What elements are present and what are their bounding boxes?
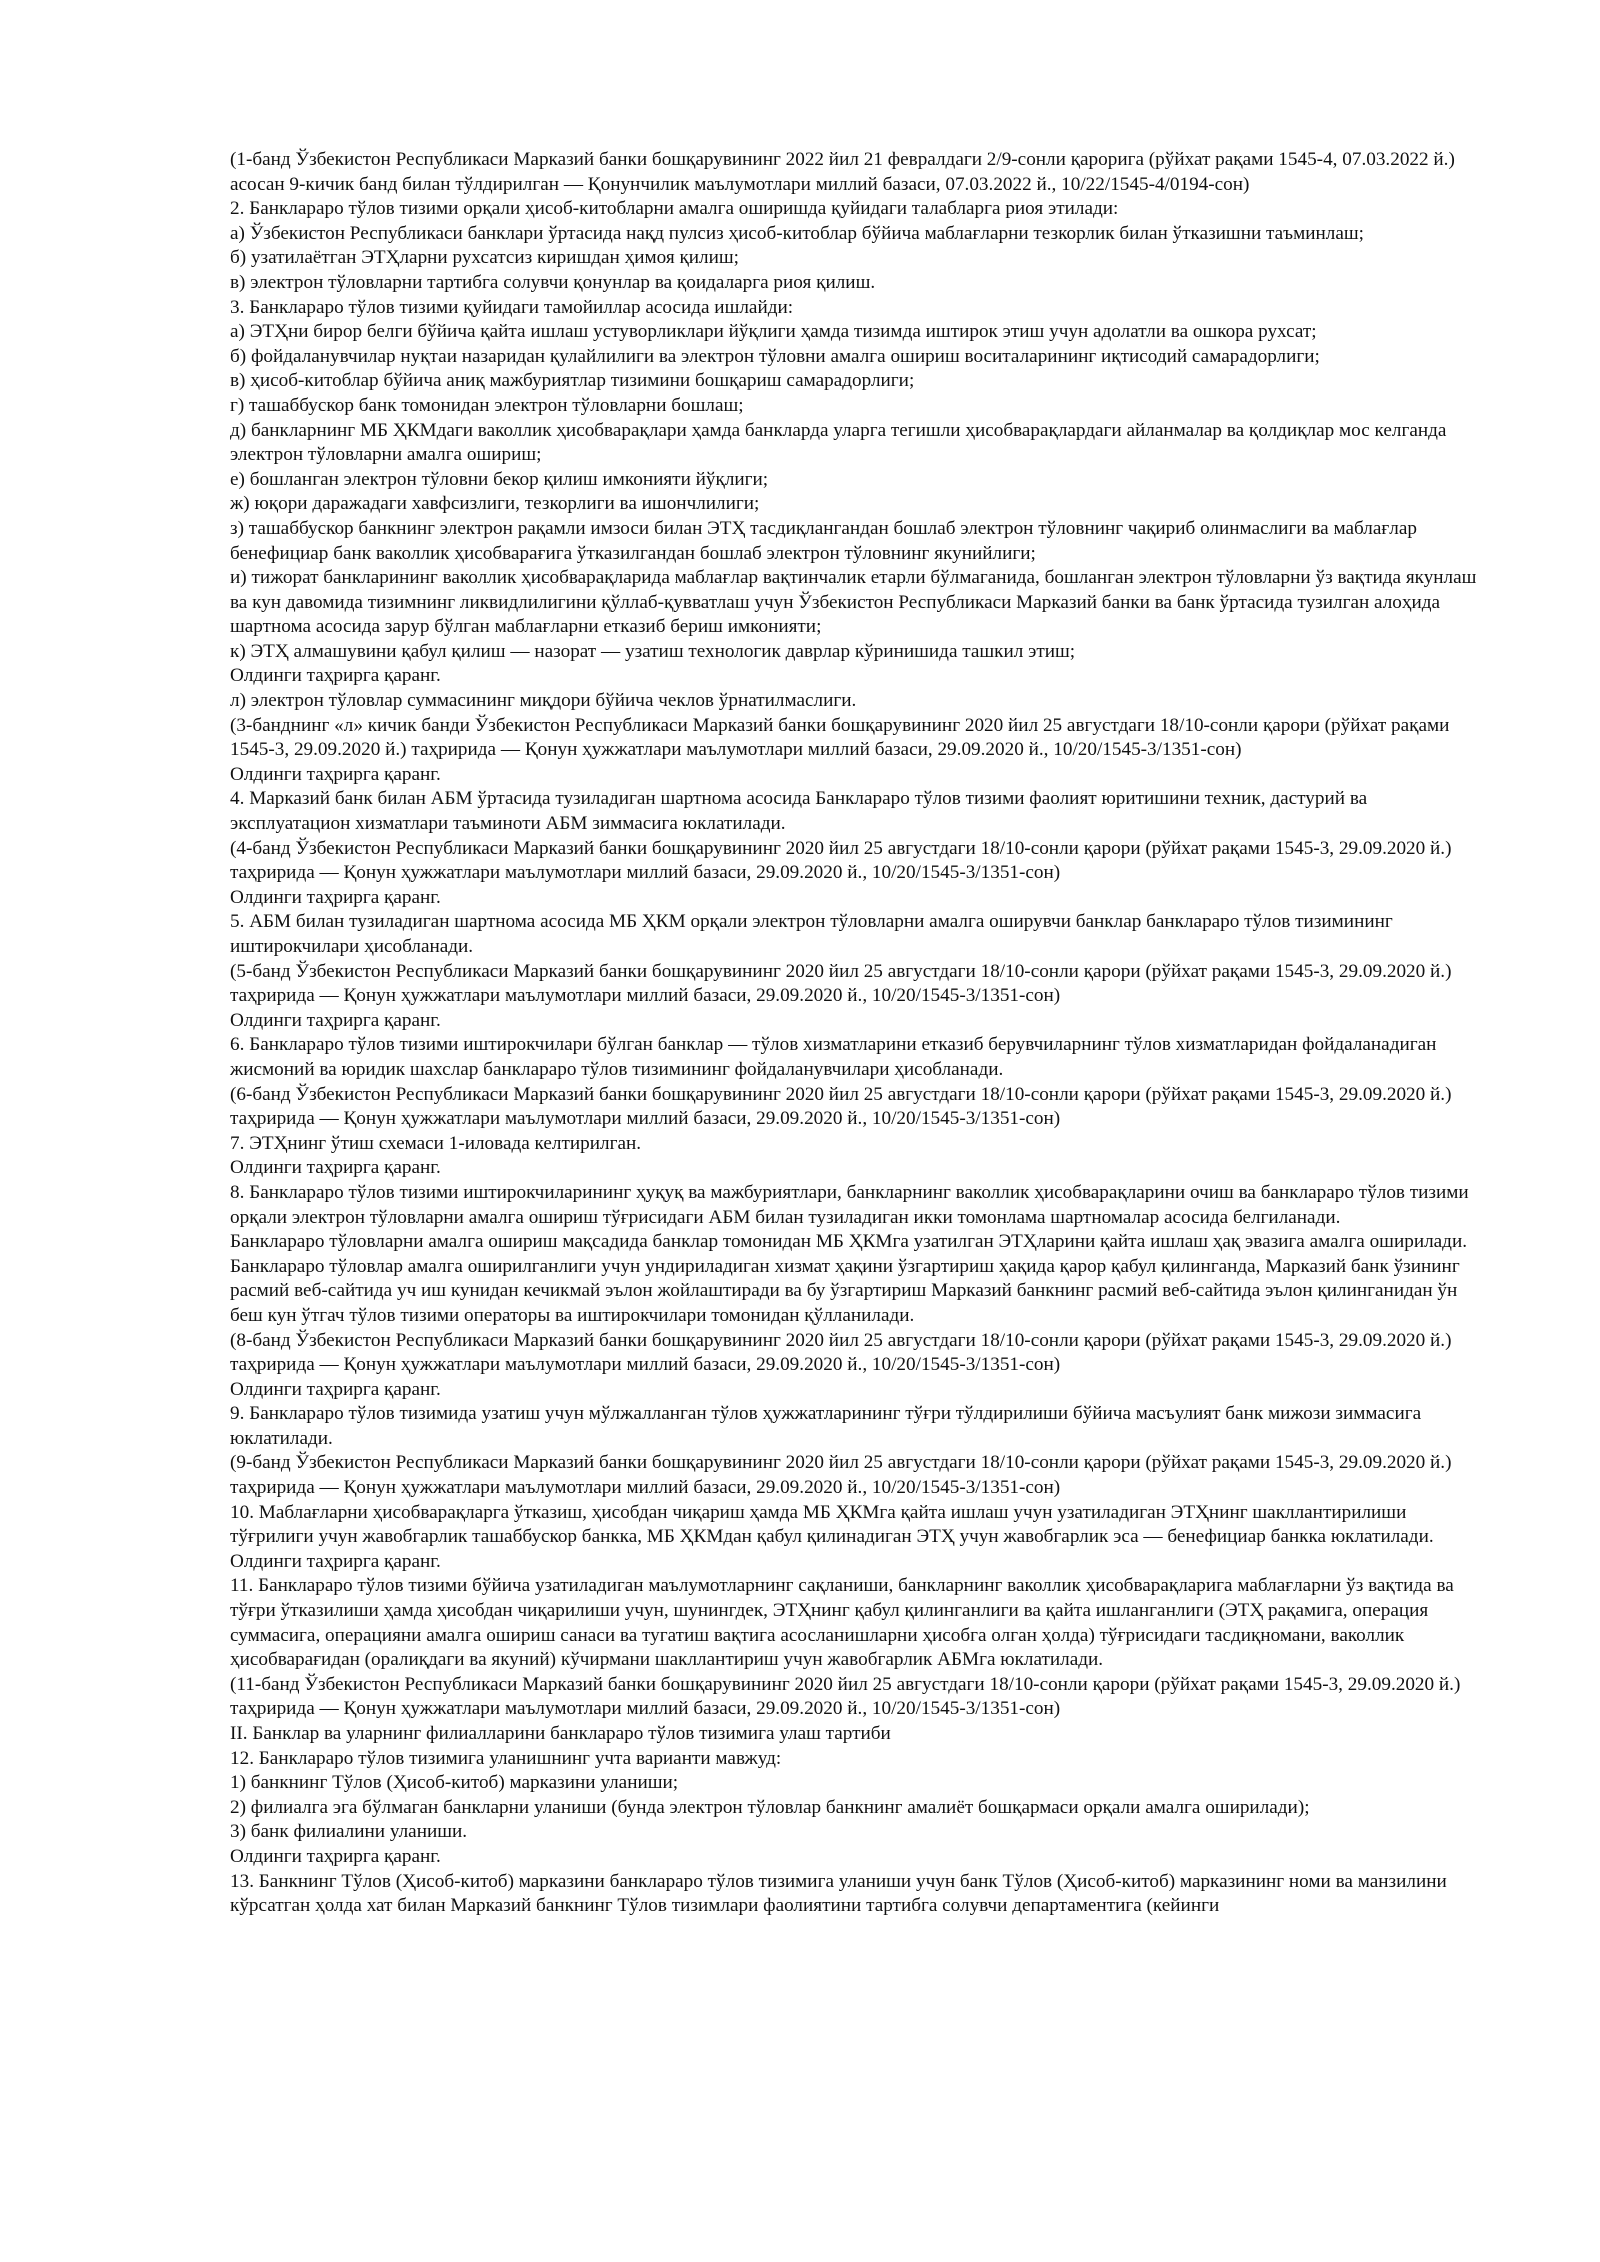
previous-edition-link[interactable]: Олдинги таҳрирга қаранг. (230, 886, 441, 908)
paragraph: з) ташаббускор банкнинг электрон рақамли имзоси билан ЭТҲ тасдиқлангандан бошлаб электрон тўловнинг чақириб олинмаслиги ва маблағлар бенефициар банк ваколлик ҳисобварағига ўтказилгандан бошлаб электрон тўловнинг якунийлиги; (230, 517, 1417, 564)
paragraph: д) банкларнинг МБ ҲКМдаги ваколлик ҳисобварақлари ҳамда банкларда уларга тегишли ҳисобварақлардаги айланмалар ва қолдиқлар мос келганда электрон тўловларни амалга ошириш; (230, 419, 1447, 466)
paragraph: 13. Банкнинг Тўлов (Ҳисоб-китоб) марказини банклараро тўлов тизимига уланиши учун банк Тўлов (Ҳисоб-китоб) марказининг номи ва манзилини кўрсатган ҳолда хат билан Марказий банкнинг Тўлов тизимлари фаолиятини тартибга солувчи департаментига (кейинги (230, 1870, 1447, 1917)
paragraph: б) фойдаланувчилар нуқтаи назаридан қулайлилиги ва электрон тўловни амалга ошириш воситаларининг иқтисодий самарадорлиги; (230, 345, 1320, 367)
paragraph: 4. Марказий банк билан АБМ ўртасида тузиладиган шартнома асосида Банклараро тўлов тизими фаолият юритишини техник, дастурий ва эксплуатацион хизматлари таъминоти АБМ зиммасига юклатилади. (230, 788, 1368, 835)
amendment-note: (4-банд Ўзбекистон Республикаси Марказий банки бошқарувининг 2020 йил 25 августдаги 18/10-сонли қарори (рўйхат рақами 1545-3, 29.09.2020 й.) таҳририда — Қонун ҳужжатлари маълумотлари миллий базаси, 29.09.2020 й., 10/20/1545-3/1351-сон) (230, 837, 1452, 884)
previous-edition-link[interactable]: Олдинги таҳрирга қаранг. (230, 1550, 441, 1572)
paragraph: 7. ЭТҲнинг ўтиш схемаси 1-иловада келтирилган. (230, 1132, 642, 1154)
paragraph: 5. АБМ билан тузиладиган шартнома асосида МБ ҲКМ орқали электрон тўловларни амалга оширувчи банклар банклараро тўлов тизимининг иштирокчилари ҳисобланади. (230, 911, 1393, 957)
paragraph: (1-банд Ўзбекистон Республикаси Марказий банки бошқарувининг 2022 йил 21 февралдаги 2/9-сонли қарорига (рўйхат рақами 1545-4, 07.03.2022 й.) асосан 9-кичик банд билан тўлдирилган — Қонунчилик маълумотлари миллий базаси, 07.03.2022 й., 10/22/1545-4/0194-сон) (230, 149, 1455, 195)
paragraph: 8. Банклараро тўлов тизими иштирокчиларининг ҳуқуқ ва мажбуриятлари, банкларнинг ваколлик ҳисобварақларини очиш ва банклараро тўлов тизими орқали электрон тўловларни амалга ошириш тўғрисидаги АБМ билан тузиладиган икки томонлама шартномалар асосида белгиланади. (230, 1181, 1469, 1228)
paragraph: в) ҳисоб-китоблар бўйича аниқ мажбуриятлар тизимини бошқариш самарадорлиги; (230, 370, 915, 392)
paragraph: л) электрон тўловлар суммасининг миқдори бўйича чеклов ўрнатилмаслиги. (230, 690, 857, 712)
paragraph: Банклараро тўловлар амалга оширилганлиги учун ундириладиган хизмат ҳақини ўзгартириш ҳақида қарор қабул қилинганда, Марказий банк ўзининг расмий веб-сайтида уч иш кунидан кечикмай эълон жойлаштиради ва бу ўзгартириш Марказий банкнинг расмий веб-сайтида эълон қилинганидан ўн беш кун ўтгач тўлов тизими операторы ва иштирокчилари томонидан қўлланилади. (230, 1255, 1460, 1326)
paragraph: 11. Банклараро тўлов тизими бўйича узатиладиган маълумотларнинг сақланиши, банкларнинг ваколлик ҳисобварақларига маблағларни ўз вақтида ва тўғри ўтказилиши ҳамда ҳисобдан чиқарилиши учун, шунингдек, ЭТҲнинг қабул қилинганлиги ва қайта ишланганлиги (ЭТҲ рақамига, операция суммасига, операцияни амалга ошириш санаси ва тугатиш вақтига асосланишларни ҳисобга олган ҳолда) тўғрисидаги тасдиқномани, ваколлик ҳисобварағидан (оралиқдаги ва якуний) кўчирмани шакллантириш учун жавобгарлик АБМга юклатилади. (230, 1575, 1454, 1671)
paragraph: е) бошланган электрон тўловни бекор қилиш имконияти йўқлиги; (230, 468, 769, 490)
document-body (230, 148, 1480, 1919)
amendment-note: (8-банд Ўзбекистон Республикаси Марказий банки бошқарувининг 2020 йил 25 августдаги 18/10-сонли қарори (рўйхат рақами 1545-3, 29.09.2020 й.) таҳририда — Қонун ҳужжатлари маълумотлари миллий базаси, 29.09.2020 й., 10/20/1545-3/1351-сон) (230, 1329, 1452, 1376)
paragraph: и) тижорат банкларининг ваколлик ҳисобварақларида маблағлар вақтинчалик етарли бўлмаганида, бошланган электрон тўловларни ўз вақтида якунлаш ва кун давомида тизимнинг ликвидлилигини қўллаб-қувватлаш учун Ўзбекистон Республикаси Марказий банки ва банк ўртасида тузилган алоҳида шартнома асосида зарур бўлган маблағларни етказиб бериш имконияти; (230, 567, 1477, 638)
paragraph: 10. Маблағларни ҳисобварақларга ўтказиш, ҳисобдан чиқариш ҳамда МБ ҲКМга қайта ишлаш учун узатиладиган ЭТҲнинг шакллантирилиши тўғрилиги учун жавобгарлик ташаббускор банкка, МБ ҲКМдан қабул қилинадиган ЭТҲ учун жавобгарлик эса — бенефициар банкка юклатилади. (230, 1501, 1434, 1548)
previous-edition-link[interactable]: Олдинги таҳрирга қаранг. (230, 665, 441, 687)
previous-edition-link[interactable]: Олдинги таҳрирга қаранг. (230, 1845, 441, 1867)
paragraph: г) ташаббускор банк томонидан электрон тўловларни бошлаш; (230, 394, 744, 416)
paragraph: б) узатилаётган ЭТҲларни рухсатсиз киришдан ҳимоя қилиш; (230, 247, 739, 269)
amendment-note: (9-банд Ўзбекистон Республикаси Марказий банки бошқарувининг 2020 йил 25 августдаги 18/10-сонли қарори (рўйхат рақами 1545-3, 29.09.2020 й.) таҳририда — Қонун ҳужжатлари маълумотлари миллий базаси, 29.09.2020 й., 10/20/1545-3/1351-сон) (230, 1452, 1452, 1499)
amendment-note: (5-банд Ўзбекистон Республикаси Марказий банки бошқарувининг 2020 йил 25 августдаги 18/10-сонли қарори (рўйхат рақами 1545-3, 29.09.2020 й.) таҳририда — Қонун ҳужжатлари маълумотлари миллий базаси, 29.09.2020 й., 10/20/1545-3/1351-сон) (230, 960, 1452, 1007)
paragraph: в) электрон тўловларни тартибга солувчи қонунлар ва қоидаларга риоя қилиш. (230, 271, 876, 293)
section-heading: II. Банклар ва уларнинг филиалларини банклараро тўлов тизимига улаш тартиби (230, 1723, 891, 1744)
paragraph: ж) юқори даражадаги хавфсизлиги, тезкорлиги ва ишончлилиги; (230, 493, 760, 515)
previous-edition-link[interactable]: Олдинги таҳрирга қаранг. (230, 763, 441, 785)
previous-edition-link[interactable]: Олдинги таҳрирга қаранг. (230, 1378, 441, 1400)
paragraph: Банклараро тўловларни амалга ошириш мақсадида банклар томонидан МБ ҲКМга узатилган ЭТҲларини қайта ишлаш ҳақ эвазига амалга оширилади. (230, 1231, 1468, 1253)
paragraph: а) ЭТҲни бирор белги бўйича қайта ишлаш устуворликлари йўқлиги ҳамда тизимда иштирок этиш учун адолатли ва ошкора рухсат; (230, 321, 1317, 343)
paragraph: 12. Банклараро тўлов тизимига уланишнинг учта варианти мавжуд: (230, 1747, 782, 1769)
paragraph: 3) банк филиалини уланиши. (230, 1821, 468, 1843)
amendment-note: (11-банд Ўзбекистон Республикаси Марказий банки бошқарувининг 2020 йил 25 августдаги 18/10-сонли қарори (рўйхат рақами 1545-3, 29.09.2020 й.) таҳририда — Қонун ҳужжатлари маълумотлари миллий базаси, 29.09.2020 й., 10/20/1545-3/1351-сон) (230, 1673, 1461, 1720)
amendment-note: (3-банднинг «л» кичик банди Ўзбекистон Республикаси Марказий банки бошқарувининг 2020 йил 25 августдаги 18/10-сонли қарори (рўйхат рақами 1545-3, 29.09.2020 й.) таҳририда — Қонун ҳужжатлари маълумотлари миллий базаси, 29.09.2020 й., 10/20/1545-3/1351-сон) (230, 714, 1450, 761)
paragraph: 2) филиалга эга бўлмаган банкларни уланиши (бунда электрон тўловлар банкнинг амалиёт бошқармаси орқали амалга оширилади); (230, 1796, 1310, 1818)
paragraph: 9. Банклараро тўлов тизимида узатиш учун мўлжалланган тўлов ҳужжатларининг тўғри тўлдирилиши бўйича масъулият банк мижози зиммасига юклатилади. (230, 1403, 1422, 1449)
paragraph: 3. Банклараро тўлов тизими қуйидаги тамойиллар асосида ишлайди: (230, 296, 794, 318)
paragraph: а) Ўзбекистон Республикаси банклари ўртасида нақд пулсиз ҳисоб-китоблар бўйича маблағларни тезкорлик билан ўтказишни таъминлаш; (230, 222, 1364, 244)
previous-edition-link[interactable]: Олдинги таҳрирга қаранг. (230, 1157, 441, 1179)
paragraph: 6. Банклараро тўлов тизими иштирокчилари бўлган банклар — тўлов хизматларини етказиб берувчиларнинг тўлов хизматларидан фойдаланадиган жисмоний ва юридик шахслар банклараро тўлов тизимининг фойдаланувчилари ҳисобланади. (230, 1034, 1437, 1080)
amendment-note: (6-банд Ўзбекистон Республикаси Марказий банки бошқарувининг 2020 йил 25 августдаги 18/10-сонли қарори (рўйхат рақами 1545-3, 29.09.2020 й.) таҳририда — Қонун ҳужжатлари маълумотлари миллий базаси, 29.09.2020 й., 10/20/1545-3/1351-сон) (230, 1083, 1452, 1130)
paragraph: 2. Банклараро тўлов тизими орқали ҳисоб-китобларни амалга оширишда қуйидаги талабларга риоя этилади: (230, 198, 1119, 220)
previous-edition-link[interactable]: Олдинги таҳрирга қаранг. (230, 1009, 441, 1031)
paragraph: к) ЭТҲ алмашувини қабул қилиш — назорат — узатиш технологик даврлар кўринишида ташкил этиш; (230, 640, 1076, 662)
paragraph: 1) банкнинг Тўлов (Ҳисоб-китоб) марказини уланиши; (230, 1772, 679, 1794)
